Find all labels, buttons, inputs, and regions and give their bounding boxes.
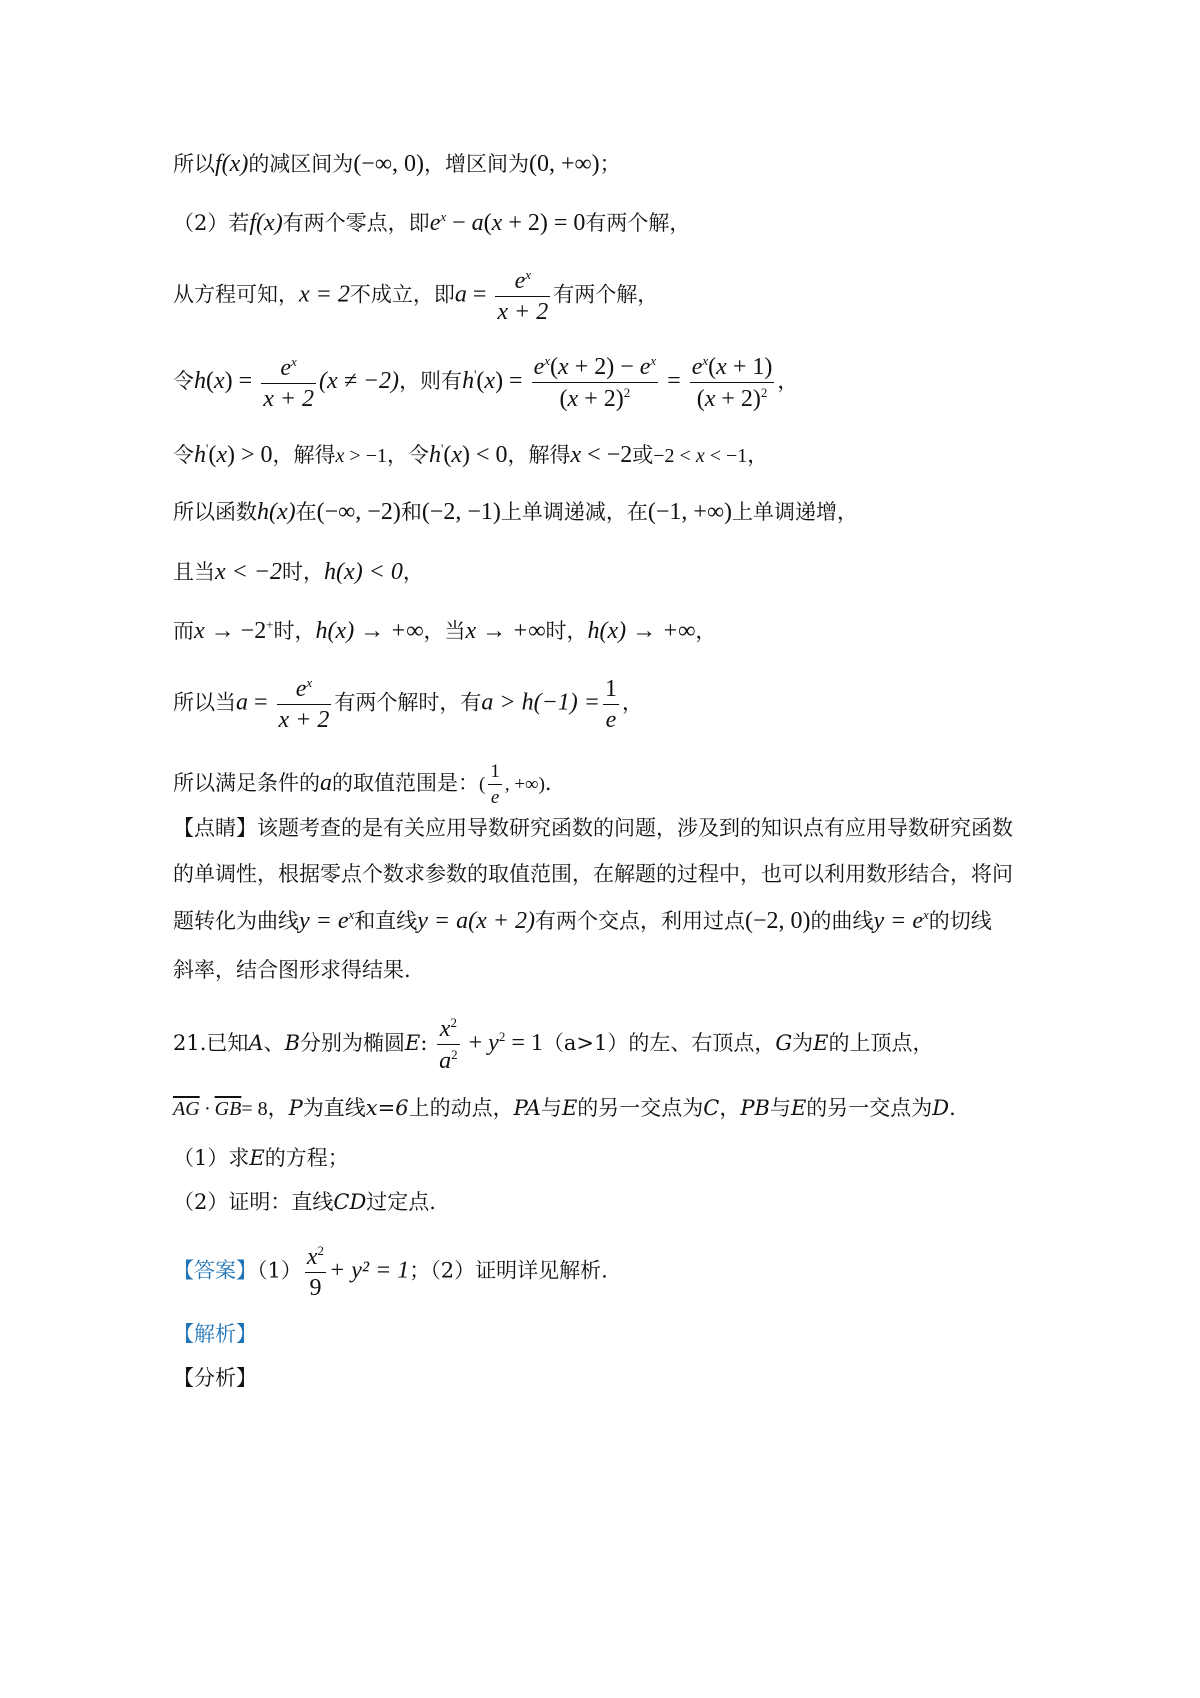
solution-line-4: 令h(x) = $\frac{e^x}{x + 2}$ (x ≠ −2)，则有h'(x) = $\frac{e^x(x + 2) - e^x}{(x + 2)^2}$ = $\frac{e^x(x + 1)}{(x + 2)^2}$ ，	[173, 353, 799, 412]
ellipse-fraction: $\frac{x^2}{a^2}$	[439, 1015, 458, 1074]
analysis-tag: 【解析】	[173, 1322, 257, 1346]
derivative-fraction-2: $\frac{e^x(x + 1)}{(x + 2)^2}$	[691, 353, 773, 412]
commentary-line-3: 题转化为曲线$y = e^x$和直线y = a(x + 2)有两个交点，利用过点(−2, 0)的曲线$y = e^x$的切线	[173, 907, 992, 934]
solution-line-8: 而x → −2+时，h(x) → +∞，当x → +∞时，h(x) → +∞，	[173, 617, 717, 644]
commentary-line-4: 斜率，结合图形求得结果.	[173, 958, 411, 982]
math-fx: f(x)	[215, 151, 249, 177]
answer-line: 【答案】（1） $\frac{x^2}{9}$ + y² = 1；（2）证明详见解析.	[173, 1243, 608, 1301]
commentary-line-2: 的单调性，根据零点个数求参数的取值范围，在解题的过程中，也可以利用数形结合，将问	[173, 862, 1013, 886]
answer-tag: 【答案】	[173, 1258, 257, 1283]
solution-line-5: 令h'(x) > 0，解得x > −1，令h'(x) < 0，解得x < −2或−2 < x < −1，	[173, 441, 769, 468]
solution-line-6: 所以函数h(x)在(−∞, −2)和(−2, −1)上单调递减，在(−1, +∞)上单调递增，	[173, 499, 859, 525]
fraction-e-over-x2: $\frac{e^x}{x + 2}$	[497, 267, 549, 325]
interval-inc: (0, +∞)	[528, 151, 600, 177]
solution-line-9: 所以当a = $\frac{e^x}{x + 2}$ 有两个解时，有a > h(−1) = $\frac{1}{e}$ ，	[173, 675, 643, 733]
question-21-line-2: $\overline{AG} \cdot \overline{GB}= 8$，P为直线x=6上的动点，PA与E的另一交点为C，PB与E的另一交点为D.	[173, 1096, 956, 1120]
commentary-line-1: 【点睛】该题考查的是有关应用导数研究函数的问题，涉及到的知识点有应用导数研究函数	[173, 816, 1013, 840]
interval-dec: (−∞, 0)	[353, 151, 424, 177]
question-21-part-2: （2）证明：直线CD过定点.	[173, 1190, 436, 1214]
solution-line-10: 所以满足条件的a的取值范围是：( $\frac{1}{e}$ , +∞).	[173, 761, 552, 808]
solution-line-3: 从方程可知，x = 2不成立，即a = $\frac{e^x}{x + 2}$ 有两个解，	[173, 267, 659, 325]
question-21-part-1: （1）求E的方程；	[173, 1146, 349, 1170]
question-21-line-1: 21.已知A、B分别为椭圆E: $\frac{x^2}{a^2}$ + $y^2 = 1(a>1)$的左、右顶点，G为E的上顶点，	[173, 1015, 934, 1074]
derivative-fraction-1: $\frac{e^x(x + 2) - e^x}{(x + 2)^2}$	[533, 353, 657, 412]
analysis-subtag: 【分析】	[173, 1366, 257, 1390]
solution-line-1: 所以f(x)的减区间为(−∞, 0)，增区间为(0, +∞)；	[173, 151, 621, 177]
equation-zero: $e^x - a(x + 2) = 0$	[429, 209, 586, 236]
solution-line-2: （2）若f(x)有两个零点，即$e^x - a(x + 2) = 0$有两个解，	[173, 209, 691, 236]
solution-line-7: 且当x < −2时，h(x) < 0，	[173, 559, 424, 585]
